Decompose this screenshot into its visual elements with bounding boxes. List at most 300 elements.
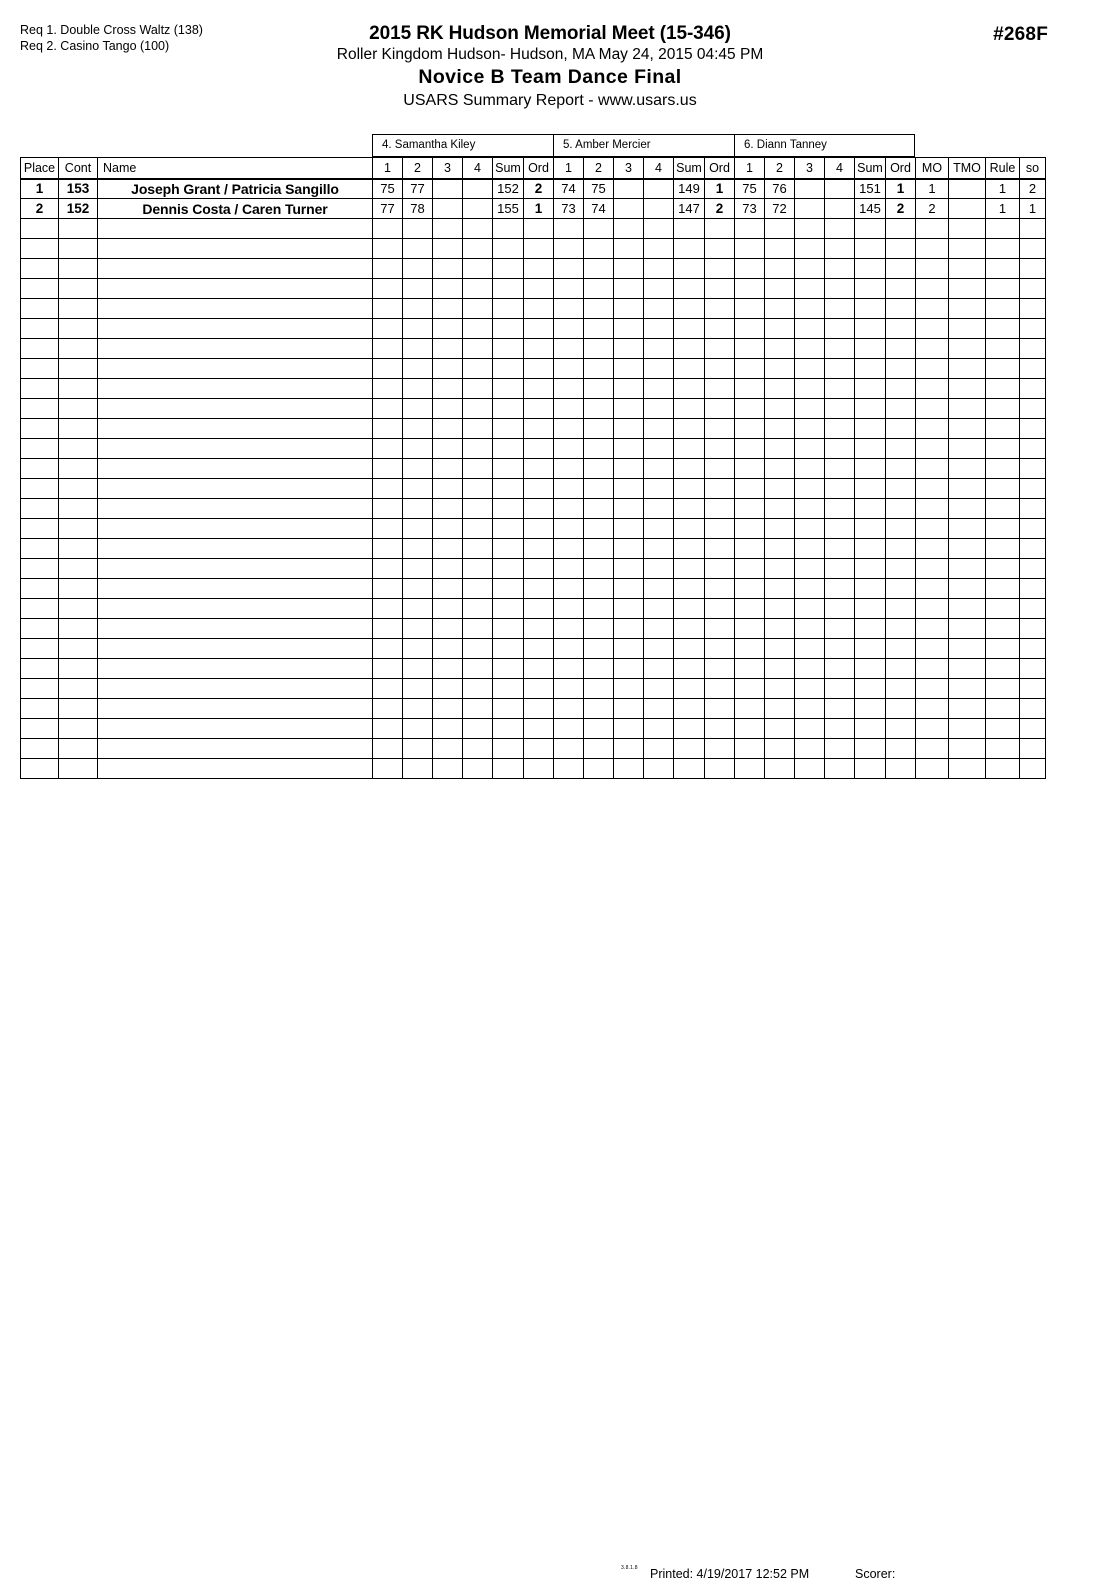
cell-blank	[986, 439, 1020, 459]
version-label: 3.8.1.8	[621, 1565, 638, 1571]
cell-blank	[886, 519, 916, 539]
cell-blank	[21, 719, 59, 739]
table-row-empty	[21, 459, 1046, 479]
cell-blank	[644, 719, 674, 739]
cell-rule: 1	[986, 179, 1020, 199]
cell-blank	[584, 459, 614, 479]
col-header-mo: MO	[916, 158, 949, 179]
cell-blank	[949, 759, 986, 779]
cell-blank	[765, 319, 795, 339]
cell-blank	[916, 759, 949, 779]
cell-blank	[765, 459, 795, 479]
cell-blank	[524, 639, 554, 659]
cell-blank	[1020, 299, 1046, 319]
cell-blank	[705, 219, 735, 239]
cell-blank	[524, 659, 554, 679]
cell-blank	[644, 239, 674, 259]
cell-blank	[98, 419, 373, 439]
cell-blank	[524, 699, 554, 719]
cell-blank	[554, 759, 584, 779]
cell-blank	[373, 759, 403, 779]
cell-blank	[373, 259, 403, 279]
cell-blank	[674, 239, 705, 259]
cell-blank	[584, 219, 614, 239]
cell-blank	[59, 259, 98, 279]
cell-blank	[674, 559, 705, 579]
cell-blank	[463, 619, 493, 639]
cell-blank	[614, 539, 644, 559]
cell-j2-d4	[644, 199, 674, 219]
cell-blank	[614, 499, 644, 519]
cell-blank	[886, 279, 916, 299]
cell-blank	[886, 639, 916, 659]
cell-blank	[795, 679, 825, 699]
cell-blank	[21, 419, 59, 439]
cell-blank	[59, 759, 98, 779]
cell-blank	[795, 739, 825, 759]
cell-blank	[21, 239, 59, 259]
cell-blank	[1020, 599, 1046, 619]
cell-blank	[735, 479, 765, 499]
cell-blank	[1020, 579, 1046, 599]
col-header-j1-ord: Ord	[524, 158, 554, 179]
scorer-label: Scorer:	[855, 1567, 896, 1581]
cell-blank	[403, 259, 433, 279]
cell-blank	[1020, 519, 1046, 539]
cell-blank	[986, 239, 1020, 259]
cell-blank	[1020, 619, 1046, 639]
table-row-empty	[21, 399, 1046, 419]
cell-blank	[765, 519, 795, 539]
cell-j1-ord: 1	[524, 199, 554, 219]
cell-blank	[735, 439, 765, 459]
cell-place: 1	[21, 179, 59, 199]
cell-blank	[98, 739, 373, 759]
cell-blank	[403, 659, 433, 679]
col-header-so: so	[1020, 158, 1046, 179]
cell-blank	[705, 479, 735, 499]
cell-blank	[735, 279, 765, 299]
cell-blank	[554, 279, 584, 299]
cell-j2-d3	[614, 199, 644, 219]
table-row-empty	[21, 739, 1046, 759]
cell-blank	[795, 379, 825, 399]
cell-blank	[493, 259, 524, 279]
col-header-j2-dance1: 1	[554, 158, 584, 179]
cell-blank	[584, 499, 614, 519]
cell-blank	[644, 559, 674, 579]
cell-blank	[765, 339, 795, 359]
cell-blank	[584, 759, 614, 779]
cell-blank	[825, 359, 855, 379]
cell-blank	[463, 679, 493, 699]
cell-blank	[59, 519, 98, 539]
cell-blank	[524, 739, 554, 759]
cell-blank	[986, 519, 1020, 539]
cell-blank	[524, 339, 554, 359]
cell-blank	[493, 679, 524, 699]
cell-blank	[949, 279, 986, 299]
cell-blank	[986, 279, 1020, 299]
cell-blank	[614, 379, 644, 399]
cell-blank	[916, 219, 949, 239]
cell-blank	[825, 339, 855, 359]
cell-blank	[644, 319, 674, 339]
col-header-rule: Rule	[986, 158, 1020, 179]
cell-blank	[403, 359, 433, 379]
cell-blank	[674, 519, 705, 539]
cell-blank	[554, 379, 584, 399]
cell-blank	[825, 299, 855, 319]
cell-tmo	[949, 199, 986, 219]
cell-blank	[916, 459, 949, 479]
title-block	[0, 22, 1100, 112]
cell-blank	[21, 599, 59, 619]
cell-blank	[674, 679, 705, 699]
scoresheet-table	[20, 157, 1046, 779]
cell-blank	[674, 459, 705, 479]
cell-blank	[403, 599, 433, 619]
cell-blank	[433, 299, 463, 319]
cell-blank	[735, 259, 765, 279]
cell-blank	[735, 659, 765, 679]
cell-blank	[373, 739, 403, 759]
cell-blank	[403, 419, 433, 439]
cell-blank	[986, 419, 1020, 439]
cell-blank	[855, 579, 886, 599]
cell-blank	[949, 539, 986, 559]
cell-blank	[21, 499, 59, 519]
cell-blank	[735, 499, 765, 519]
cell-blank	[795, 479, 825, 499]
cell-blank	[735, 339, 765, 359]
col-header-j2-sum: Sum	[674, 158, 705, 179]
cell-blank	[373, 719, 403, 739]
cell-blank	[886, 379, 916, 399]
cell-blank	[403, 539, 433, 559]
cell-blank	[795, 659, 825, 679]
cell-so: 2	[1020, 179, 1046, 199]
cell-blank	[855, 479, 886, 499]
cell-blank	[644, 259, 674, 279]
cell-blank	[554, 539, 584, 559]
cell-blank	[949, 419, 986, 439]
meet-title: 2015 RK Hudson Memorial Meet (15-346)	[369, 23, 731, 44]
cell-blank	[59, 659, 98, 679]
cell-blank	[524, 719, 554, 739]
cell-blank	[644, 359, 674, 379]
cell-blank	[59, 719, 98, 739]
cell-blank	[644, 479, 674, 499]
cell-blank	[98, 359, 373, 379]
cell-blank	[524, 519, 554, 539]
cell-blank	[403, 379, 433, 399]
cell-blank	[986, 579, 1020, 599]
cell-blank	[403, 239, 433, 259]
cell-blank	[644, 519, 674, 539]
cell-blank	[403, 339, 433, 359]
cell-blank	[433, 619, 463, 639]
cell-j1-d1: 75	[373, 179, 403, 199]
cell-blank	[59, 279, 98, 299]
cell-blank	[825, 479, 855, 499]
cell-blank	[433, 559, 463, 579]
cell-blank	[949, 699, 986, 719]
table-row-empty	[21, 639, 1046, 659]
col-header-j1-dance3: 3	[433, 158, 463, 179]
cell-blank	[59, 739, 98, 759]
cell-blank	[735, 639, 765, 659]
cell-blank	[1020, 339, 1046, 359]
cell-blank	[463, 539, 493, 559]
table-row-empty	[21, 719, 1046, 739]
cell-blank	[644, 219, 674, 239]
cell-blank	[855, 399, 886, 419]
cell-blank	[765, 499, 795, 519]
cell-j3-d2: 72	[765, 199, 795, 219]
cell-blank	[403, 219, 433, 239]
cell-blank	[433, 499, 463, 519]
cell-blank	[433, 539, 463, 559]
cell-j2-d4	[644, 179, 674, 199]
cell-blank	[554, 359, 584, 379]
cell-blank	[59, 319, 98, 339]
cell-blank	[463, 299, 493, 319]
cell-blank	[59, 419, 98, 439]
cell-blank	[705, 519, 735, 539]
cell-rule: 1	[986, 199, 1020, 219]
cell-blank	[916, 659, 949, 679]
cell-blank	[795, 419, 825, 439]
cell-blank	[614, 739, 644, 759]
cell-j2-sum: 147	[674, 199, 705, 219]
cell-blank	[916, 279, 949, 299]
cell-place: 2	[21, 199, 59, 219]
cell-blank	[825, 499, 855, 519]
cell-blank	[674, 659, 705, 679]
cell-blank	[825, 559, 855, 579]
cell-blank	[705, 499, 735, 519]
cell-blank	[554, 639, 584, 659]
cell-blank	[584, 239, 614, 259]
cell-blank	[584, 699, 614, 719]
cell-blank	[795, 399, 825, 419]
cell-blank	[433, 399, 463, 419]
cell-blank	[21, 579, 59, 599]
cell-blank	[986, 339, 1020, 359]
cell-blank	[886, 239, 916, 259]
cell-blank	[433, 659, 463, 679]
cell-blank	[463, 739, 493, 759]
cell-j3-sum: 151	[855, 179, 886, 199]
cell-blank	[825, 219, 855, 239]
cell-blank	[59, 359, 98, 379]
cell-blank	[21, 619, 59, 639]
cell-blank	[916, 319, 949, 339]
cell-blank	[493, 379, 524, 399]
cell-blank	[493, 279, 524, 299]
cell-blank	[21, 319, 59, 339]
cell-blank	[765, 659, 795, 679]
cell-blank	[825, 399, 855, 419]
table-row-empty	[21, 339, 1046, 359]
cell-blank	[524, 619, 554, 639]
table-row-empty	[21, 539, 1046, 559]
col-header-tmo: TMO	[949, 158, 986, 179]
cell-j2-ord: 2	[705, 199, 735, 219]
cell-blank	[644, 699, 674, 719]
table-row-empty	[21, 559, 1046, 579]
cell-blank	[949, 579, 986, 599]
cell-blank	[735, 419, 765, 439]
cell-blank	[403, 639, 433, 659]
cell-blank	[98, 639, 373, 659]
cell-blank	[614, 419, 644, 439]
cell-blank	[765, 259, 795, 279]
cell-blank	[373, 699, 403, 719]
cell-blank	[524, 359, 554, 379]
cell-blank	[614, 279, 644, 299]
cell-blank	[59, 379, 98, 399]
cell-blank	[463, 719, 493, 739]
cell-blank	[855, 279, 886, 299]
cell-blank	[98, 579, 373, 599]
cell-j1-d4	[463, 199, 493, 219]
cell-blank	[98, 399, 373, 419]
cell-blank	[886, 439, 916, 459]
cell-blank	[765, 279, 795, 299]
cell-blank	[986, 679, 1020, 699]
cell-blank	[644, 599, 674, 619]
cell-j3-d3	[795, 199, 825, 219]
cell-blank	[765, 679, 795, 699]
cell-blank	[463, 599, 493, 619]
cell-blank	[1020, 459, 1046, 479]
cell-blank	[554, 739, 584, 759]
cell-blank	[765, 579, 795, 599]
cell-blank	[524, 479, 554, 499]
cell-blank	[554, 419, 584, 439]
cell-blank	[705, 359, 735, 379]
cell-blank	[433, 459, 463, 479]
cell-blank	[373, 659, 403, 679]
cell-blank	[433, 219, 463, 239]
cell-blank	[493, 759, 524, 779]
cell-blank	[614, 599, 644, 619]
cell-blank	[855, 319, 886, 339]
cell-blank	[986, 599, 1020, 619]
cell-blank	[493, 599, 524, 619]
cell-blank	[98, 279, 373, 299]
cell-blank	[949, 659, 986, 679]
cell-blank	[855, 699, 886, 719]
cell-blank	[98, 539, 373, 559]
cell-blank	[493, 699, 524, 719]
cell-blank	[705, 319, 735, 339]
cell-blank	[949, 499, 986, 519]
cell-blank	[795, 719, 825, 739]
col-header-j1-sum: Sum	[493, 158, 524, 179]
cell-blank	[765, 359, 795, 379]
cell-blank	[855, 759, 886, 779]
cell-blank	[916, 379, 949, 399]
cell-blank	[524, 299, 554, 319]
cell-blank	[886, 599, 916, 619]
cell-blank	[524, 439, 554, 459]
cell-blank	[21, 759, 59, 779]
cell-blank	[765, 599, 795, 619]
table-row-empty	[21, 259, 1046, 279]
cell-blank	[463, 379, 493, 399]
cell-blank	[886, 419, 916, 439]
cell-blank	[1020, 379, 1046, 399]
cell-blank	[493, 659, 524, 679]
cell-blank	[705, 719, 735, 739]
cell-blank	[986, 559, 1020, 579]
cell-blank	[463, 699, 493, 719]
cell-blank	[674, 419, 705, 439]
cell-blank	[493, 479, 524, 499]
cell-blank	[795, 639, 825, 659]
cell-blank	[433, 339, 463, 359]
col-header-j3-sum: Sum	[855, 158, 886, 179]
cell-blank	[949, 359, 986, 379]
cell-blank	[614, 299, 644, 319]
requirement-line-1: Req 1. Double Cross Waltz (138)	[20, 23, 203, 37]
cell-blank	[795, 279, 825, 299]
cell-blank	[825, 579, 855, 599]
cell-blank	[373, 219, 403, 239]
cell-blank	[554, 599, 584, 619]
cell-blank	[433, 259, 463, 279]
cell-blank	[21, 559, 59, 579]
cell-blank	[614, 239, 644, 259]
cell-blank	[735, 459, 765, 479]
cell-blank	[584, 319, 614, 339]
cell-blank	[21, 479, 59, 499]
cell-blank	[493, 319, 524, 339]
cell-blank	[644, 399, 674, 419]
cell-blank	[433, 479, 463, 499]
cell-j1-d2: 78	[403, 199, 433, 219]
cell-blank	[949, 379, 986, 399]
cell-blank	[855, 619, 886, 639]
cell-blank	[886, 759, 916, 779]
table-row-empty	[21, 379, 1046, 399]
cell-blank	[98, 559, 373, 579]
cell-blank	[493, 639, 524, 659]
requirement-line-2: Req 2. Casino Tango (100)	[20, 39, 170, 53]
cell-blank	[584, 479, 614, 499]
cell-blank	[524, 759, 554, 779]
cell-blank	[735, 739, 765, 759]
cell-blank	[373, 679, 403, 699]
cell-blank	[554, 459, 584, 479]
cell-blank	[644, 639, 674, 659]
cell-blank	[825, 419, 855, 439]
cell-blank	[614, 659, 644, 679]
cell-blank	[765, 219, 795, 239]
cell-blank	[584, 579, 614, 599]
cell-blank	[986, 319, 1020, 339]
cell-blank	[403, 499, 433, 519]
cell-cont: 152	[59, 199, 98, 219]
cell-blank	[463, 239, 493, 259]
table-row-empty	[21, 279, 1046, 299]
cell-blank	[855, 639, 886, 659]
cell-blank	[855, 439, 886, 459]
cell-blank	[463, 259, 493, 279]
